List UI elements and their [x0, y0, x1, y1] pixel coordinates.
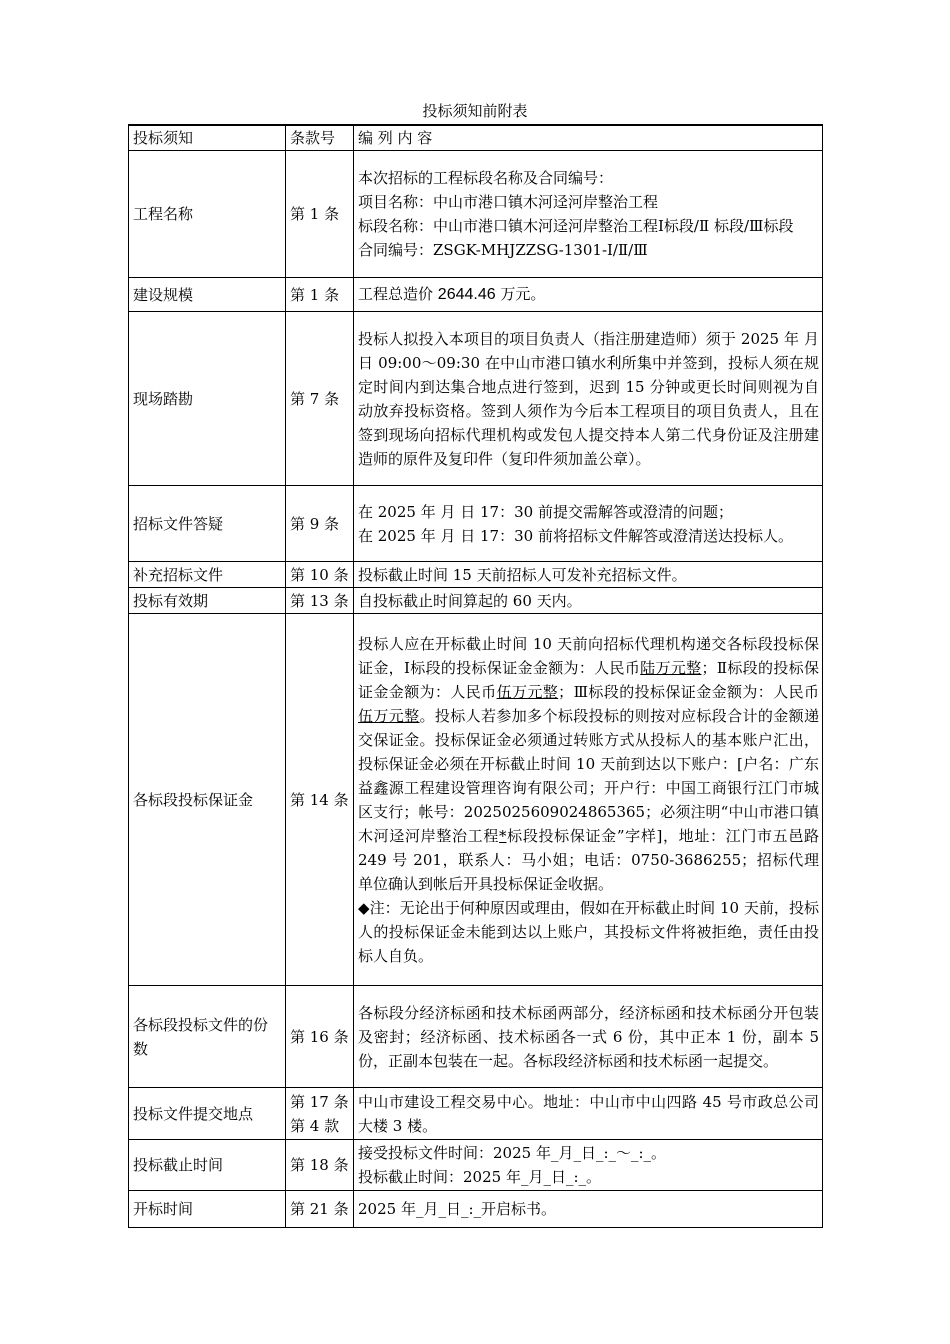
table-row — [129, 986, 823, 1088]
table-row — [129, 151, 823, 278]
content-line: 合同编号：ZSGK-MHJZZSG-1301-Ⅰ/Ⅱ/Ⅲ — [358, 241, 648, 259]
header-content: 编 列 内 容 — [354, 125, 823, 151]
table-row — [129, 588, 823, 614]
row-content: 中山市建设工程交易中心。地址：中山市中山四路 45 号市政总公司大楼 3 楼。 — [354, 1088, 823, 1140]
row-content — [354, 278, 823, 312]
row-label: 工程名称 — [129, 151, 286, 278]
table-row — [129, 1191, 823, 1228]
row-label: 投标截止时间 — [129, 1140, 286, 1191]
row-clause: 第 1 条 — [286, 151, 354, 278]
row-label: 现场踏勘 — [129, 312, 286, 486]
row-label: 各标段投标文件的份数 — [129, 986, 286, 1088]
row-content: 各标段分经济标函和技术标函两部分，经济标函和技术标函分开包装及密封；经济标函、技术标函各一式 6 份，其中正本 1 份，副本 5 份，正副本包装在一起。各标段经济标函和技术标函一起提交。 — [354, 986, 823, 1088]
row-clause: 第 9 条 — [286, 486, 354, 562]
header-clause: 条款号 — [286, 125, 354, 151]
bond-text: 。投标人若参加多个标段投标的则按对应标段合计的金额递交保证金。投标保证金必须通过转账方式从投标人的基本账户汇出，投标保证金必须在开标截止时间 10 天前到达以下账户：[户名：广东益鑫源工程建设管理咨询有限公司；开户行：中国工商银行江门市城区支行；帐号：2025025609024865365；必须注明“中山市港口镇木河迳河岸整治工程 — [358, 706, 819, 845]
table-row — [129, 278, 823, 312]
row-content: 投标截止时间 15 天前招标人可发补充招标文件。 — [354, 562, 823, 588]
row-content — [354, 486, 823, 562]
table-row — [129, 1088, 823, 1140]
row-clause: 第 14 条 — [286, 614, 354, 986]
row-content: 投标人拟投入本项目的项目负责人（指注册建造师）须于 2025 年 月 日 09:00～09:30 在中山市港口镇水利所集中并签到，投标人须在规定时间内到达集合地点进行签到，迟到 15 分钟或更长时间则视为自动放弃投标资格。签到人须作为今后本工程项目的项目负责人，且在签到现场向招标代理机构或发包人提交持本人第二代身份证及注册建造师的原件及复印件（复印件须加盖公章）。 — [354, 312, 823, 486]
row-content — [354, 614, 823, 986]
row-label: 招标文件答疑 — [129, 486, 286, 562]
bid-instructions-table — [128, 124, 823, 1228]
bond-amount-lot2: 伍万元整 — [496, 682, 559, 701]
header-instructions: 投标须知 — [129, 125, 286, 151]
bond-text: ；Ⅲ标段的投标保证金金额为：人民币 — [558, 682, 819, 701]
row-clause: 第 16 条 — [286, 986, 354, 1088]
row-content — [354, 151, 823, 278]
scale-prefix: 工程总造价 — [358, 285, 434, 303]
row-label: 投标有效期 — [129, 588, 286, 614]
bond-text: 投标人应在开标截止时间 10 天前向招标代理机构递交各标段投标保证金，Ⅰ标段的投标保证金金额为：人民币 — [358, 634, 819, 677]
content-line: 投标截止时间：2025 年_月_日_:_。 — [358, 1168, 601, 1186]
row-clause: 第 10 条 — [286, 562, 354, 588]
content-line: 在 2025 年 月 日 17：30 前将招标文件解答或澄清送达投标人。 — [358, 526, 793, 545]
row-label: 投标文件提交地点 — [129, 1088, 286, 1140]
row-label: 各标段投标保证金 — [129, 614, 286, 986]
table-row — [129, 562, 823, 588]
bond-paragraph — [358, 632, 819, 896]
content-line: 本次招标的工程标段名称及合同编号： — [358, 169, 614, 187]
table-row — [129, 312, 823, 486]
row-content: 2025 年_月_日_:_开启标书。 — [354, 1191, 823, 1228]
scale-amount: 2644.46 — [437, 286, 496, 303]
bond-note: ◆注：无论出于何种原因或理由，假如在开标截止时间 10 天前，投标人的投标保证金未能到达以上账户，其投标文件将被拒绝，责任由投标人自负。 — [358, 898, 819, 965]
row-clause: 第 21 条 — [286, 1191, 354, 1228]
row-clause: 第 1 条 — [286, 278, 354, 312]
row-content: 自投标截止时间算起的 60 天内。 — [354, 588, 823, 614]
bond-text: 标段投标保证金”字样]，地址：江门市五邑路 249 号 201，联系人：马小姐；电话：0750-3686255；招标代理单位确认到帐后开具投标保证金收据。 — [358, 826, 819, 893]
clause-line: 第 17 条 — [290, 1092, 349, 1111]
content-line: 接受投标文件时间：2025 年_月_日_:_～_:_。 — [358, 1144, 667, 1162]
row-clause: 第 13 条 — [286, 588, 354, 614]
bond-text: ；Ⅱ标段的投标保证金金额为：人民币 — [358, 658, 819, 701]
row-label: 建设规模 — [129, 278, 286, 312]
bond-amount-lot1: 陆万元整 — [640, 658, 702, 677]
content-line: 在 2025 年 月 日 17：30 前提交需解答或澄清的问题； — [358, 502, 733, 521]
row-clause: 第 18 条 — [286, 1140, 354, 1191]
table-row — [129, 614, 823, 986]
clause-line: 第 4 款 — [290, 1116, 340, 1135]
row-label: 开标时间 — [129, 1191, 286, 1228]
content-line: 标段名称：中山市港口镇木河迳河岸整治工程Ⅰ标段/Ⅱ 标段/Ⅲ标段 — [358, 217, 794, 235]
content-line: 项目名称：中山市港口镇木河迳河岸整治工程 — [358, 193, 659, 211]
row-clause: 第 7 条 — [286, 312, 354, 486]
table-header-row — [129, 125, 823, 151]
row-clause — [286, 1088, 354, 1140]
table-row — [129, 1140, 823, 1191]
row-label: 补充招标文件 — [129, 562, 286, 588]
scale-suffix: 万元。 — [500, 285, 546, 303]
row-content — [354, 1140, 823, 1191]
bond-amount-lot3: 伍万元整 — [358, 706, 420, 725]
bond-lot-marker: * — [499, 826, 507, 845]
table-row — [129, 486, 823, 562]
page-title: 投标须知前附表 — [422, 102, 528, 120]
